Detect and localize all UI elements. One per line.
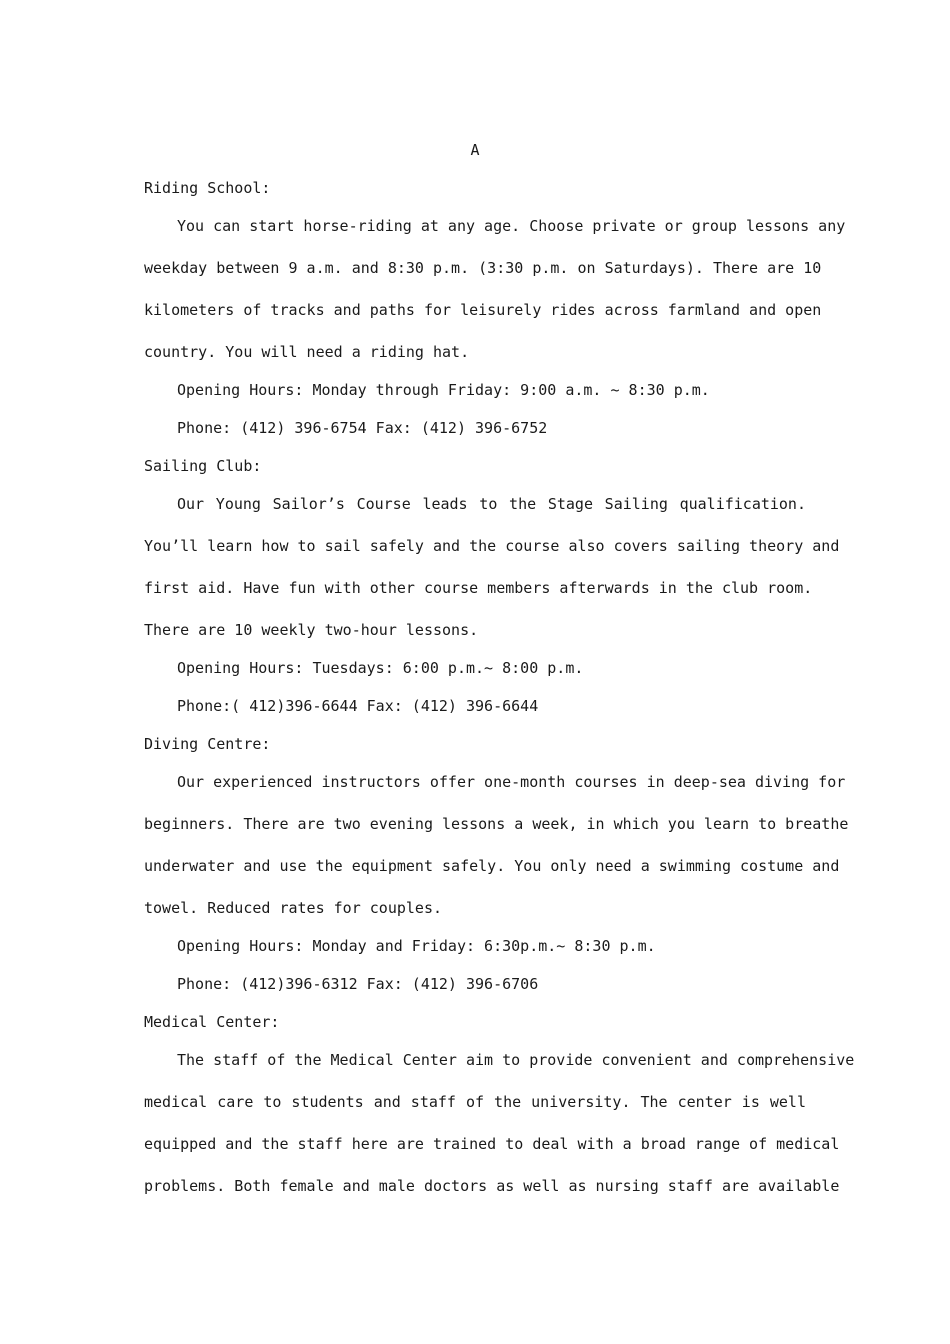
sailing-line-4: There are 10 weekly two-hour lessons. [144, 621, 479, 639]
diving-line-2: beginners. There are two evening lessons a week, in which you learn to breathe [144, 815, 849, 833]
diving-line-4: towel. Reduced rates for couples. [144, 899, 443, 917]
riding-hours: Opening Hours: Monday through Friday: 9:00 a.m. ~ 8:30 p.m. [177, 381, 710, 399]
diving-hours: Opening Hours: Monday and Friday: 6:30p.m.~ 8:30 p.m. [177, 937, 656, 955]
sailing-heading: Sailing Club: [144, 457, 262, 475]
diving-line-3: underwater and use the equipment safely. You only need a swimming costume and [144, 857, 840, 875]
riding-line-1: You can start horse-riding at any age. Choose private or group lessons any [177, 217, 846, 235]
sailing-phone: Phone:( 412)396-6644 Fax: (412) 396-6644 [177, 697, 539, 715]
sailing-line-1: Our Young Sailor’s Course leads to the Stage Sailing qualification. [177, 495, 806, 513]
section-letter: A [470, 141, 480, 159]
diving-heading: Diving Centre: [144, 735, 271, 753]
riding-heading: Riding School: [144, 179, 271, 197]
diving-line-1: Our experienced instructors offer one-month courses in deep-sea diving for [177, 773, 846, 791]
medical-line-4: problems. Both female and male doctors as well as nursing staff are available [144, 1177, 840, 1195]
riding-line-2: weekday between 9 a.m. and 8:30 p.m. (3:30 p.m. on Saturdays). There are 10 [144, 259, 822, 277]
riding-line-3: kilometers of tracks and paths for leisurely rides across farmland and open [144, 301, 822, 319]
riding-phone: Phone: (412) 396-6754 Fax: (412) 396-6752 [177, 419, 548, 437]
sailing-hours: Opening Hours: Tuesdays: 6:00 p.m.~ 8:00 p.m. [177, 659, 584, 677]
medical-line-1: The staff of the Medical Center aim to provide convenient and comprehensive [177, 1051, 855, 1069]
riding-line-4: country. You will need a riding hat. [144, 343, 470, 361]
medical-heading: Medical Center: [144, 1013, 280, 1031]
sailing-line-2: You’ll learn how to sail safely and the course also covers sailing theory and [144, 537, 840, 555]
medical-line-2: medical care to students and staff of the university. The center is well [144, 1093, 806, 1111]
medical-line-3: equipped and the staff here are trained to deal with a broad range of medical [144, 1135, 840, 1153]
diving-phone: Phone: (412)396-6312 Fax: (412) 396-6706 [177, 975, 539, 993]
sailing-line-3: first aid. Have fun with other course members afterwards in the club room. [144, 579, 813, 597]
